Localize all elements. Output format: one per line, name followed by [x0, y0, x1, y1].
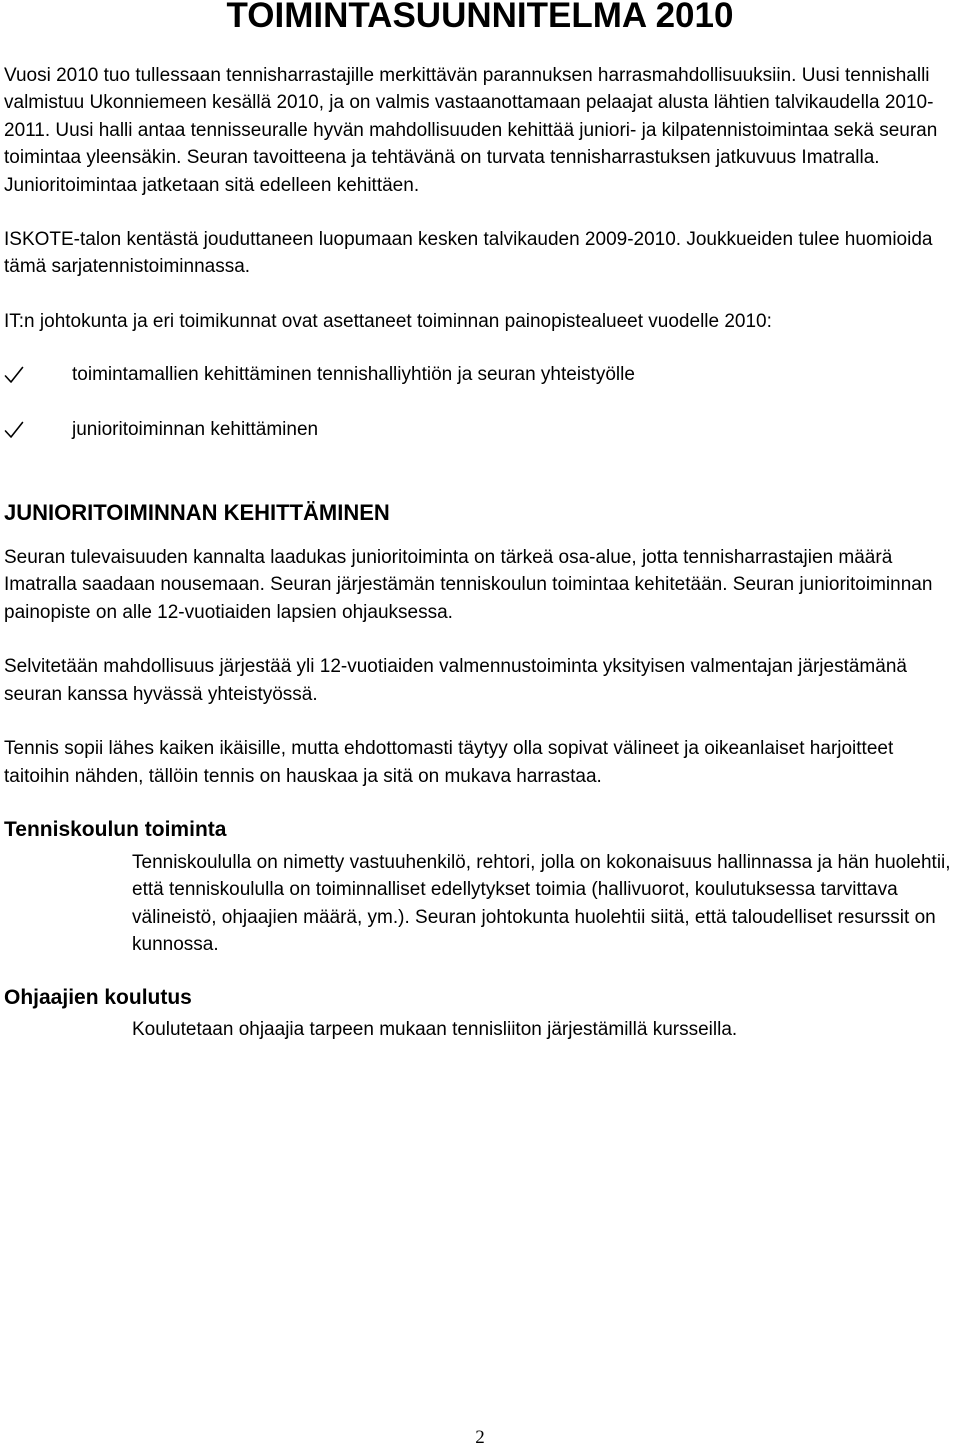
junior-paragraph-1: Seuran tulevaisuuden kannalta laadukas junioritoiminta on tärkeä osa-alue, jotta tennisharrastajien määrä Imatralla saadaan nousemaan. Seuran järjestämän tenniskoulun toimintaa kehitetään. Seuran junioritoiminnan painopiste on alle 12-vuotiaiden lapsien ohjauksessa.: [4, 547, 933, 623]
priority-text: junioritoiminnan kehittäminen: [72, 418, 319, 440]
iskote-paragraph: ISKOTE-talon kentästä jouduttaneen luopumaan kesken talvikauden 2009-2010. Joukkueiden tulee huomioida tämä sarjatennistoiminnassa.: [4, 229, 933, 278]
checkmark-icon: [4, 421, 24, 439]
page-number: 2: [475, 1427, 485, 1448]
list-item: [4, 361, 958, 388]
priorities-intro: IT:n johtokunta ja eri toimikunnat ovat asettaneet toiminnan painopistealueet vuodelle 2010:: [4, 310, 772, 332]
document-body: [4, 62, 958, 1043]
junior-paragraph-2: Selvitetään mahdollisuus järjestää yli 12-vuotiaiden valmennustoiminta yksityisen valmentajan järjestämänä seuran kanssa hyvässä yhteistyössä.: [4, 656, 907, 705]
priority-text: toimintamallien kehittäminen tennishalliyhtiön ja seuran yhteistyölle: [72, 364, 635, 386]
junior-section-heading: JUNIORITOIMINNAN KEHITTÄMINEN: [4, 500, 390, 526]
priorities-list: [4, 361, 958, 443]
list-item: [4, 416, 958, 443]
instructor-training-heading: Ohjaajien koulutus: [4, 985, 192, 1009]
checkmark-icon: [4, 366, 24, 384]
intro-paragraph: Vuosi 2010 tuo tullessaan tennisharrastajille merkittävän parannuksen harrasmahdollisuuksiin. Uusi tennishalli valmistuu Ukonniemeen kesällä 2010, ja on valmis vastaanottamaan pelaajat alusta lähtien talvikaudella 2010-2011. Uusi halli antaa tennisseuralle hyvän mahdollisuuden kehittää juniori- ja kilpatennistoimintaa sekä seuran toimintaa yleensäkin. Seuran tavoitteena ja tehtävänä on turvata tennisharrastuksen jatkuvuus Imatralla. Junioritoimintaa jatketaan sitä edelleen kehittäen.: [4, 65, 938, 196]
instructor-training-paragraph: Koulutetaan ohjaajia tarpeen mukaan tennisliiton järjestämillä kursseilla.: [132, 1018, 738, 1040]
tennis-school-paragraph: Tenniskoululla on nimetty vastuuhenkilö, rehtori, jolla on kokonaisuus hallinnassa ja hän huolehtii, että tenniskoululla on toiminnalliset edellytykset toimia (hallivuorot, koulutuksessa tarvittava välineistö, ohjaajien määrä, ym.). Seuran johtokunta huolehtii siitä, että taloudelliset resurssit on kunnossa.: [132, 851, 951, 956]
tennis-school-heading: Tenniskoulun toiminta: [4, 817, 227, 841]
junior-paragraph-3: Tennis sopii lähes kaiken ikäisille, mutta ehdottomasti täytyy olla sopivat välineet ja oikeanlaiset harjoitteet taitoihin nähden, tällöin tennis on hauskaa ja sitä on mukava harrastaa.: [4, 738, 894, 787]
document-title: TOIMINTASUUNNITELMA 2010: [226, 0, 734, 35]
